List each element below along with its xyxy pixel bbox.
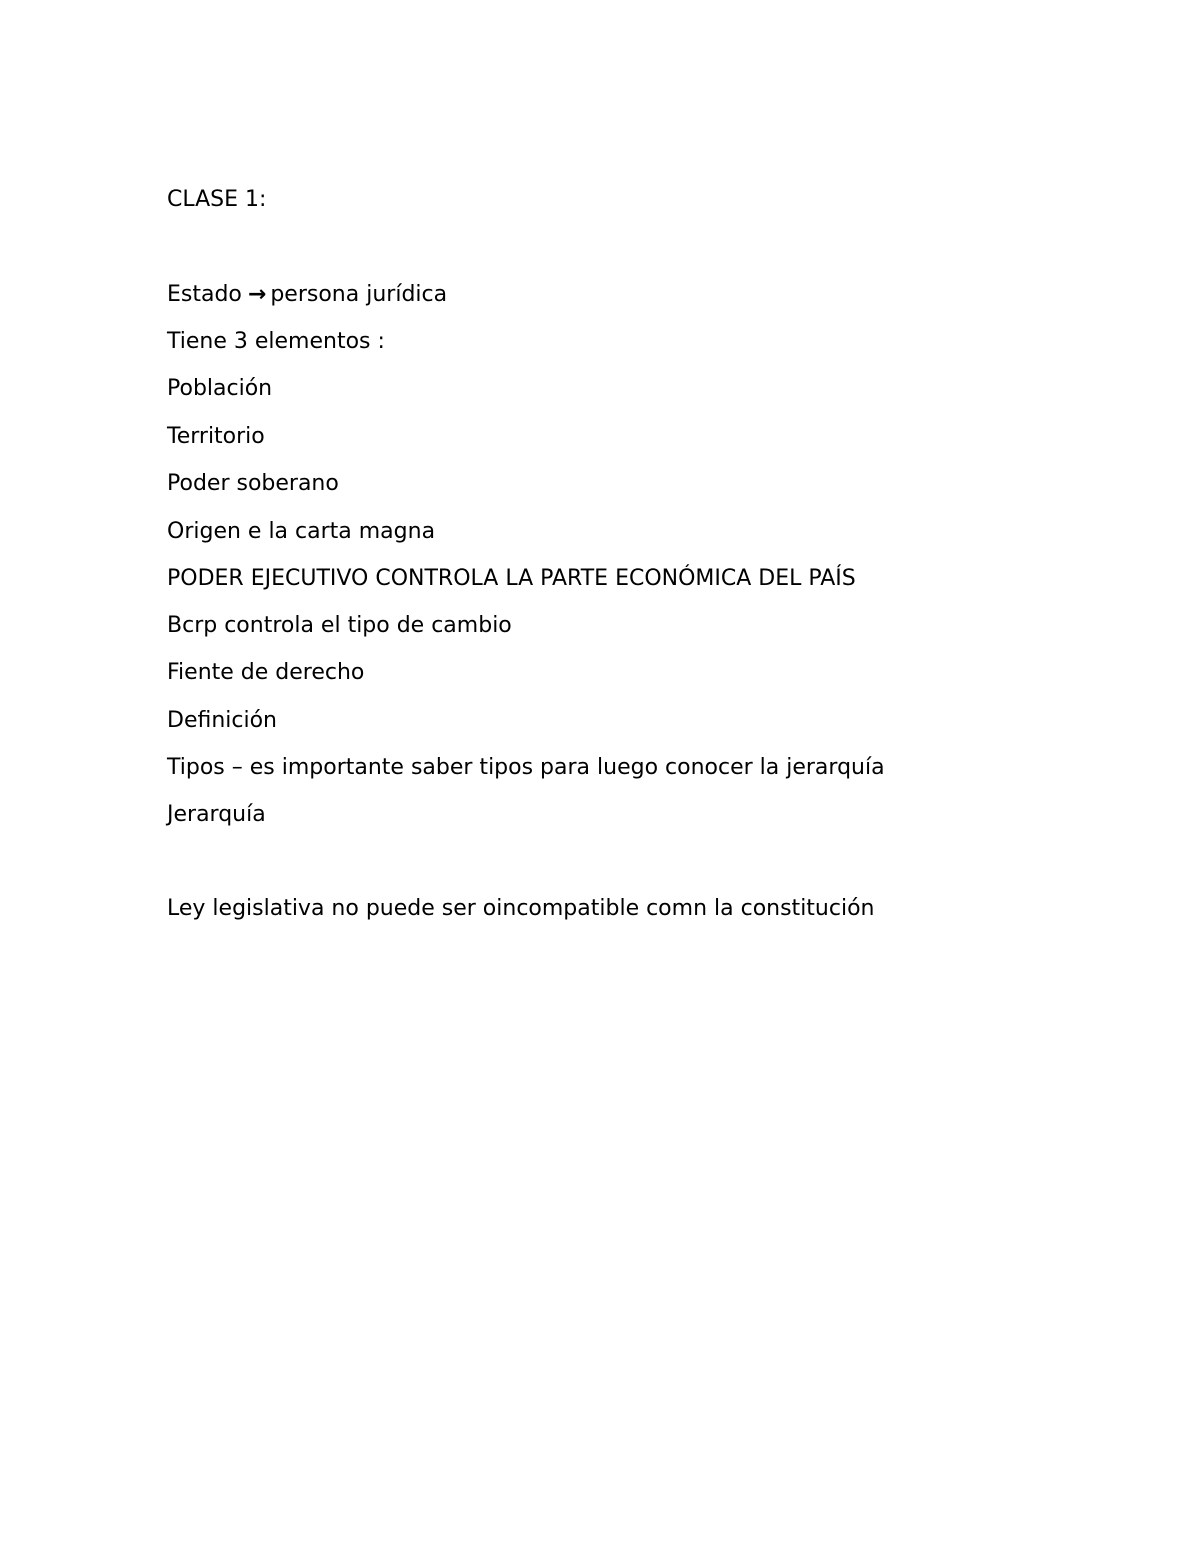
- right-arrow-icon: →: [247, 282, 267, 307]
- text-line: Jerarquía: [167, 802, 266, 827]
- text-line: Origen e la carta magna: [167, 519, 436, 544]
- text-line: PODER EJECUTIVO CONTROLA LA PARTE ECONÓMICA DEL PAÍS: [167, 566, 856, 591]
- text-line: Territorio: [167, 424, 265, 449]
- text-line: Tiene 3 elementos :: [167, 329, 385, 354]
- estado-definition: persona jurídica: [270, 282, 448, 307]
- text-line: Definición: [167, 708, 277, 733]
- estado-term: Estado: [167, 282, 242, 307]
- text-line: Bcrp controla el tipo de cambio: [167, 613, 512, 638]
- text-line: Población: [167, 376, 273, 401]
- heading-clase: CLASE 1:: [167, 187, 267, 212]
- text-line: Fiente de derecho: [167, 660, 365, 685]
- estado-line: [167, 281, 447, 309]
- final-line: Ley legislativa no puede ser oincompatible comn la constitución: [167, 896, 875, 921]
- text-line: Tipos – es importante saber tipos para luego conocer la jerarquía: [167, 755, 885, 780]
- text-line: Poder soberano: [167, 471, 339, 496]
